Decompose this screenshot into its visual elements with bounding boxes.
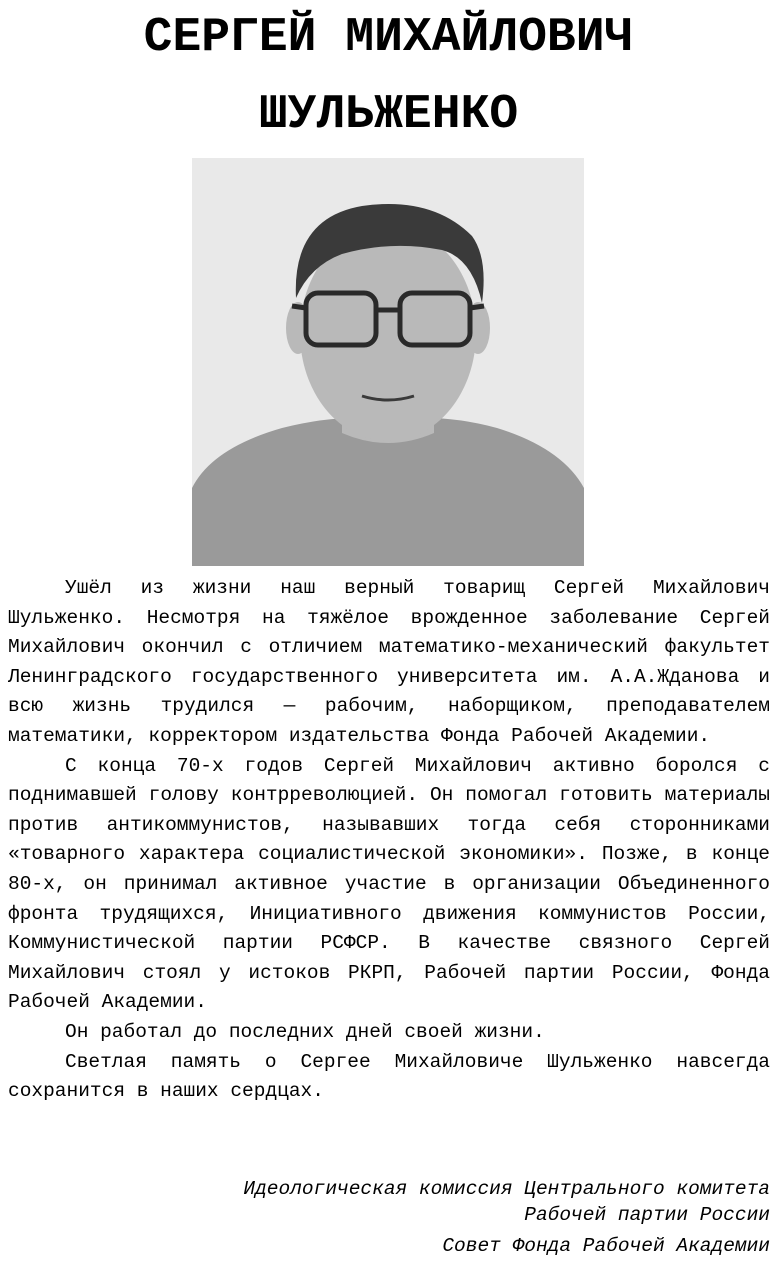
signature-line-2: Рабочей партии России xyxy=(524,1204,770,1226)
signature-line-1: Идеологическая комиссия Центрального комитета xyxy=(243,1178,770,1200)
paragraph-3: Он работал до последних дней своей жизни. xyxy=(65,1020,545,1043)
portrait-illustration xyxy=(192,158,584,566)
signature-ideological-commission xyxy=(70,1176,770,1228)
paragraph-4: Светлая память о Сергее Михайловиче Шульженко навсегда сохранится в наших сердцах. xyxy=(8,1050,770,1103)
title-line-1: СЕРГЕЙ МИХАЙЛОВИЧ xyxy=(143,11,634,65)
signature-foundation-council xyxy=(70,1233,770,1259)
signature-line-3: Совет Фонда Рабочей Академии xyxy=(442,1235,770,1257)
obituary-text xyxy=(8,574,770,1107)
portrait-photo xyxy=(192,158,584,566)
title-line-2: ШУЛЬЖЕНКО xyxy=(258,88,519,142)
paragraph-2: С конца 70-х годов Сергей Михайлович активно боролся с поднимавшей голову контрреволюцией. Он помогал готовить материалы против антикоммунистов, называвших тогда себя сторонниками «товарного характера социалистической экономики». Позже, в конце 80-х, он принимал активное участие в организации Объединенного фронта трудящихся, Инициативного движения коммунистов России, Коммунистической партии РСФСР. В качестве связного Сергей Михайлович стоял у истоков РКРП, Рабочей партии России, Фонда Рабочей Академии. xyxy=(8,754,770,1014)
paragraph-1: Ушёл из жизни наш верный товарищ Сергей Михайлович Шульженко. Несмотря на тяжёлое врожденное заболевание Сергей Михайлович окончил с отличием математико-механический факультет Ленинградского государственного университета им. А.А.Жданова и всю жизнь трудился — рабочим, наборщиком, преподавателем математики, корректором издательства Фонда Рабочей Академии. xyxy=(8,577,770,747)
